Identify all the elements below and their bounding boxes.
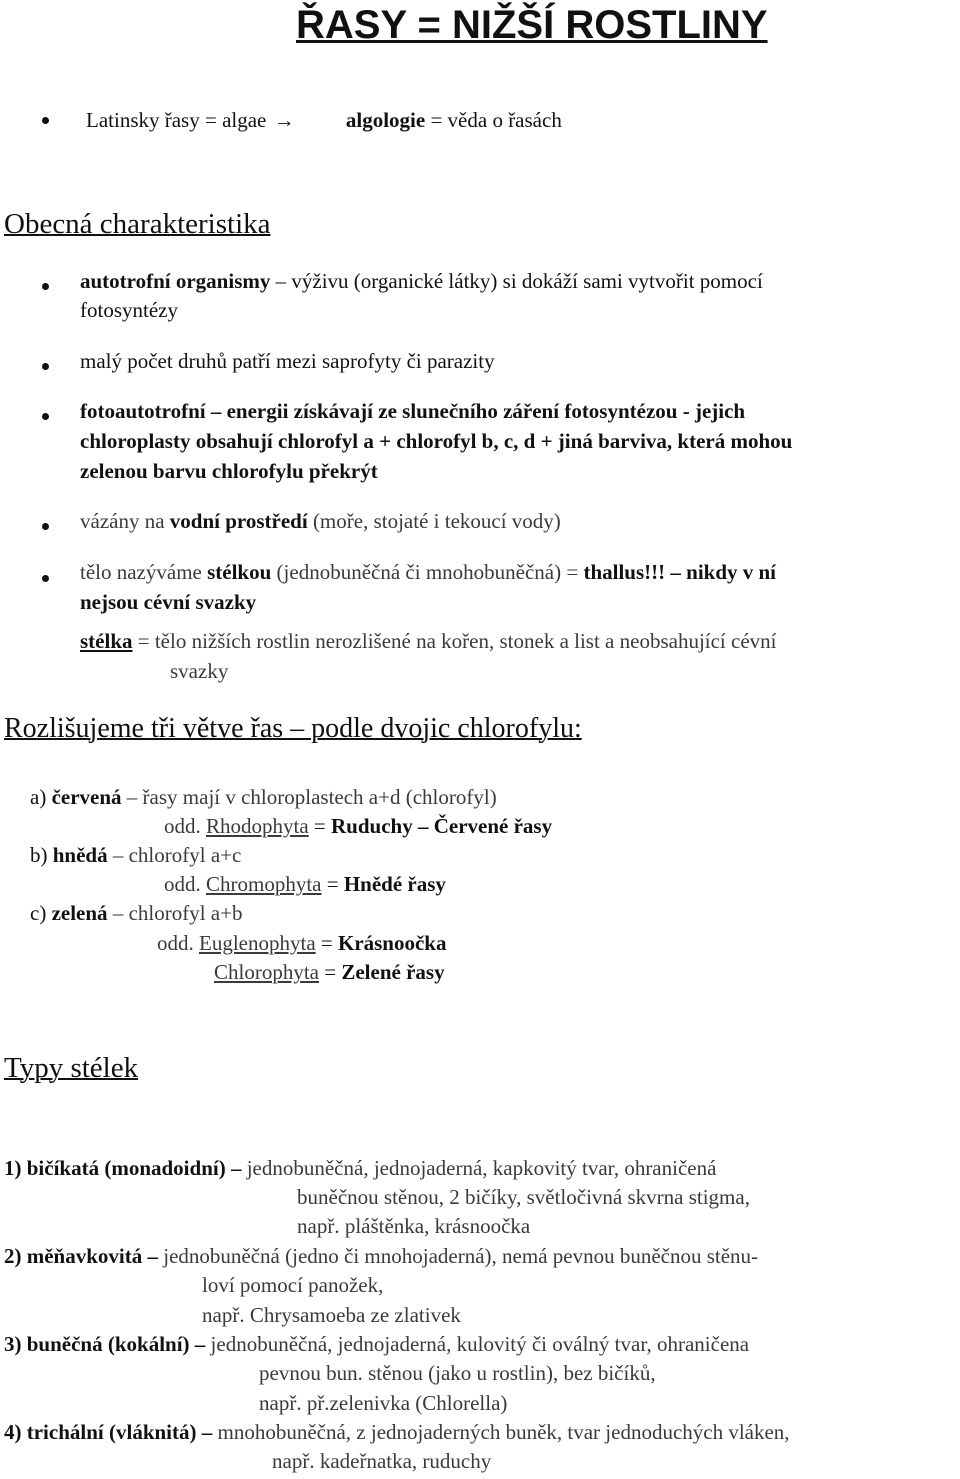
section-heading-branches: Rozlišujeme tři větve řas – podle dvojic chlorofylu: (4, 713, 582, 744)
photoautotrophic-line3: zelenou barvu chlorofylu překrýt (80, 459, 378, 483)
branch-green (30, 899, 242, 928)
chlorophyta-czech: Zelené řasy (341, 960, 445, 984)
branch-green-color: zelená (51, 901, 108, 925)
type-trichal-line2: např. kadeřnatka, ruduchy (272, 1449, 492, 1473)
section-heading-types: Typy stélek (4, 1052, 139, 1084)
water-term: vodní prostředí (169, 509, 308, 533)
odd-label: odd. (164, 872, 201, 896)
photoautotrophic-desc: – energii získávají ze slunečního záření fotosyntézou - jejich (210, 399, 746, 423)
odd-label: odd. (157, 931, 194, 955)
type-amoeboid-desc: jednobuněčná (jedno či mnohojaderná), nemá pevnou buněčnou stěnu- (163, 1244, 759, 1268)
euglenophyta-name: Euglenophyta (199, 931, 316, 955)
section-heading-general: Obecná charakteristika (4, 208, 271, 240)
type-coccal-desc: jednobuněčná, jednojaderná, kulovitý či oválný tvar, ohraničena (210, 1332, 750, 1356)
bullet-water (80, 507, 561, 536)
thallus-line2: nejsou cévní svazky (80, 590, 257, 614)
bullet-icon (42, 575, 49, 582)
branch-red-desc: – řasy mají v chloroplastech a+d (chlorofyl) (126, 785, 497, 809)
type-coccal-line3: např. př.zelenivka (Chlorella) (259, 1391, 508, 1415)
thallus-note: !!! – nikdy v ní (644, 560, 777, 584)
type-flagellate-line2: buněčnou stěnou, 2 bičíky, světločivná skvrna stigma, (297, 1185, 750, 1209)
type-coccal (4, 1330, 749, 1359)
photoautotrophic-term: fotoautotrofní (80, 399, 206, 423)
intro-line (86, 106, 562, 135)
algologie-definition: = věda o řasách (430, 108, 562, 132)
branch-brown (30, 841, 241, 870)
bullet-icon (42, 117, 49, 124)
thallus-mid: (jednobuněčná či mnohobuněčná) = (276, 560, 579, 584)
equals-sign: = (313, 814, 326, 838)
page-title: ŘASY = NIŽŠÍ ROSTLINY (296, 3, 768, 47)
autotrophic-desc: – výživu (organické látky) si dokáží sami vytvořit pomocí (275, 269, 763, 293)
rhodophyta-czech: Ruduchy – Červené řasy (331, 814, 553, 838)
type-amoeboid (4, 1242, 758, 1271)
euglenophyta-czech: Krásnoočka (337, 931, 447, 955)
division-rhodophyta (164, 812, 552, 841)
type-flagellate (4, 1154, 716, 1183)
bullet-autotrophic (80, 267, 763, 296)
branch-green-label: c) (30, 901, 47, 925)
stelka-definition-cont: svazky (170, 659, 229, 683)
chromophyta-name: Chromophyta (206, 872, 322, 896)
type-coccal-name: 3) buněčná (kokální) – (4, 1332, 206, 1356)
bullet-thallus (80, 558, 776, 587)
type-amoeboid-name: 2) měňavkovitá – (4, 1244, 158, 1268)
bullet-icon (42, 283, 49, 290)
branch-brown-label: b) (30, 843, 48, 867)
type-amoeboid-line3: např. Chrysamoeba ze zlativek (202, 1303, 461, 1327)
type-flagellate-name: 1) bičíkatá (monadoidní) – (4, 1156, 242, 1180)
thallus-pre: tělo nazýváme (80, 560, 202, 584)
chlorophyta-name: Chlorophyta (214, 960, 319, 984)
equals-sign: = (324, 960, 337, 984)
latin-text: Latinsky řasy = algae (86, 108, 267, 132)
water-post: (moře, stojaté i tekoucí vody) (312, 509, 561, 533)
photoautotrophic-line2: chloroplasty obsahují chlorofyl a + chlorofyl b, c, d + jiná barviva, která mohou (80, 429, 793, 453)
type-trichal (4, 1418, 790, 1447)
bullet-icon (42, 413, 49, 420)
division-euglenophyta (157, 929, 447, 958)
branch-green-desc: – chlorofyl a+b (112, 901, 243, 925)
branch-red-color: červená (51, 785, 122, 809)
algologie-term: algologie (345, 108, 426, 132)
stelka-def: = tělo nižších rostlin nerozlišené na kořen, stonek a list a neobsahující cévní (137, 629, 777, 653)
type-trichal-desc: mnohobuněčná, z jednojaderných buněk, tvar jednoduchých vláken, (217, 1420, 790, 1444)
stelka-definition (80, 627, 777, 656)
type-flagellate-line3: např. pláštěnka, krásnoočka (297, 1214, 531, 1238)
type-flagellate-desc: jednobuněčná, jednojaderná, kapkovitý tvar, ohraničená (246, 1156, 717, 1180)
equals-sign: = (326, 872, 339, 896)
water-pre: vázány na (80, 509, 165, 533)
division-chlorophyta (214, 958, 445, 987)
odd-label: odd. (164, 814, 201, 838)
type-coccal-line2: pevnou bun. stěnou (jako u rostlin), bez bičíků, (259, 1361, 656, 1385)
branch-brown-color: hnědá (52, 843, 108, 867)
branch-brown-desc: – chlorofyl a+c (112, 843, 242, 867)
division-chromophyta (164, 870, 446, 899)
bullet-saprophytes: malý počet druhů patří mezi saprofyty či parazity (80, 349, 495, 373)
stelka-term: stélka (80, 629, 133, 653)
bullet-icon (42, 523, 49, 530)
thallus-word: thallus (583, 560, 645, 584)
thallus-term: stélkou (207, 560, 272, 584)
arrow-icon: → (273, 108, 295, 132)
type-amoeboid-line2: loví pomocí panožek, (202, 1273, 384, 1297)
bullet-icon (42, 363, 49, 370)
branch-red (30, 783, 497, 812)
chromophyta-czech: Hnědé řasy (343, 872, 446, 896)
bullet-autotrophic-cont: fotosyntézy (80, 298, 178, 322)
bullet-photoautotrophic (80, 397, 745, 426)
autotrophic-term: autotrofní organismy (80, 269, 271, 293)
branch-red-label: a) (30, 785, 47, 809)
equals-sign: = (320, 931, 333, 955)
type-trichal-name: 4) trichální (vláknitá) – (4, 1420, 213, 1444)
rhodophyta-name: Rhodophyta (206, 814, 309, 838)
